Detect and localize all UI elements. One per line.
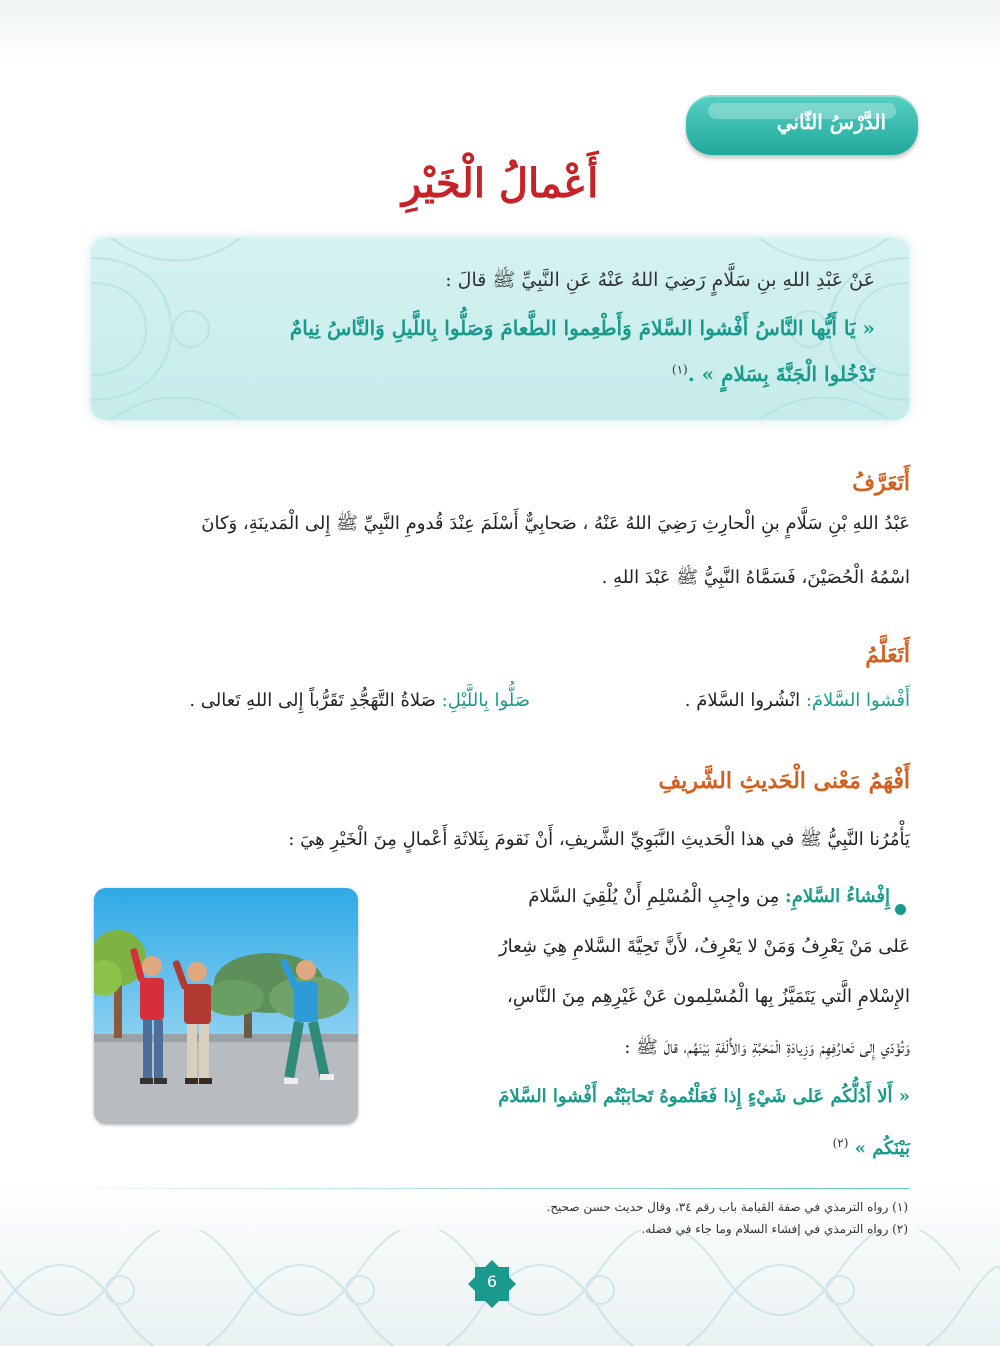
footnote-2: (٢) رواه الترمذي في إفشاء السلام وما جاء في فضله. (641, 1222, 908, 1236)
bullet-dot (895, 904, 906, 915)
hadith2-line-1: « أَلا أَدُلُّكُم عَلى شَيْءٍ إِذا فَعَلْتُموهُ تَحابَبْتُم أَفْشوا السَّلامَ (498, 1086, 910, 1107)
vocab-term-2: صَلُّوا بِاللَّيْلِ: (441, 690, 530, 711)
section-heading-learn-about: أَتَعَرَّفُ (852, 470, 910, 496)
lesson-tab-label: الدَّرْسُ الثّاني (776, 110, 886, 134)
hadith2-line-2 (380, 1136, 910, 1159)
greeting-illustration (94, 888, 358, 1124)
section-heading-understand: أَفْهَمُ مَعْنى الْحَديثِ الشَّريفِ (658, 768, 910, 794)
page-number: 6 (486, 1272, 498, 1291)
bullet-line-4: وَتُؤَدّي إِلى تَعارُفِهِمْ وَزِيادَةِ الْمَحَبَّةِ وَالأُلْفَةِ بَيْنَهُم، قالَ ﷺ : (624, 1037, 910, 1058)
footnote-divider (91, 1188, 909, 1189)
footnote-1: (١) رواه الترمذي في صفة القيامة باب رقم ٣٤، وقال حديث حسن صحيح. (546, 1200, 908, 1214)
vocab-def-2: صَلاةُ التَّهَجُّدِ تَقَرُّباً إِلى اللهِ تَعالى . (189, 690, 436, 711)
learn-about-line-2: اسْمُهُ الْحُصَيْنَ، فَسَمَّاهُ النَّبِيُّ ﷺ عَبْدَ اللهِ . (601, 567, 910, 588)
learn-about-line-1: عَبْدُ اللهِ بْنِ سَلَّامٍ بنِ الْحارِثِ رَضِيَ اللهُ عَنْهُ ، صَحابِيٌّ أَسْلَمَ عِنْدَ قُدومِ النَّبِيِّ ﷺ إِلى الْمَدينَةِ، وَكانَ (201, 513, 910, 534)
bullet-line-2: عَلى مَنْ يَعْرِفُ وَمَنْ لا يَعْرِفُ، لأَنَّ تَحِيَّةَ السَّلامِ هِيَ شِعارُ (498, 936, 910, 957)
hadith2-line-2-text: بَيْنَكُم » (854, 1138, 910, 1159)
hadith-text-line-2-text: تَدْخُلوا الْجَنَّةَ بِسَلامٍ » . (687, 362, 875, 386)
hadith-text-line-2 (115, 362, 875, 386)
vocab-term-1: أَفْشوا السَّلامَ: (805, 690, 910, 711)
footnote-mark-1: (١) (671, 362, 688, 377)
hadith-narrator: عَنْ عَبْدِ اللهِ بنِ سَلَّامٍ رَضِيَ اللهُ عَنْهُ عَنِ النَّبِيِّ ﷺ قالَ : (445, 269, 875, 291)
vocab-def-1: انْشُروا السَّلامَ . (684, 690, 801, 711)
section-heading-i-learn: أَتَعَلَّمُ (865, 642, 910, 668)
bullet-term: إِفْشاءُ السَّلامِ: (785, 886, 890, 907)
bullet-line-1 (380, 886, 890, 907)
bullet-line-3: الإِسْلامِ الَّتي يَتَمَيَّزُ بِها الْمُسْلِمون عَنْ غَيْرِهِم مِنَ النَّاسِ، (507, 986, 910, 1007)
understand-intro: يَأْمُرُنا النَّبِيُّ ﷺ في هذا الْحَديثِ النَّبَوِيِّ الشَّريفِ، أَنْ نَقومَ بِثَلاثَةِ أَعْمالٍ مِنَ الْخَيْرِ هِيَ : (288, 829, 910, 850)
hadith-text-line-1: « يَا أَيُّها النَّاسُ أَفْشوا السَّلامَ وَأَطْعِموا الطَّعامَ وَصَلُّوا بِاللَّيلِ وَالنَّاسُ نِيامٌ (289, 316, 875, 340)
lesson-tab (686, 95, 918, 155)
bullet-line-1-text: مِن واجِبِ الْمُسْلِمِ أَنْ يُلْقِيَ السَّلامَ (528, 886, 780, 907)
hadith-box (91, 238, 909, 420)
lesson-title: أَعْمالُ الْخَيْرِ (401, 160, 599, 207)
footnote-mark-2: (٢) (832, 1136, 849, 1150)
vocab-item-2 (130, 690, 530, 711)
greeting-illustration-svg (94, 888, 358, 1124)
